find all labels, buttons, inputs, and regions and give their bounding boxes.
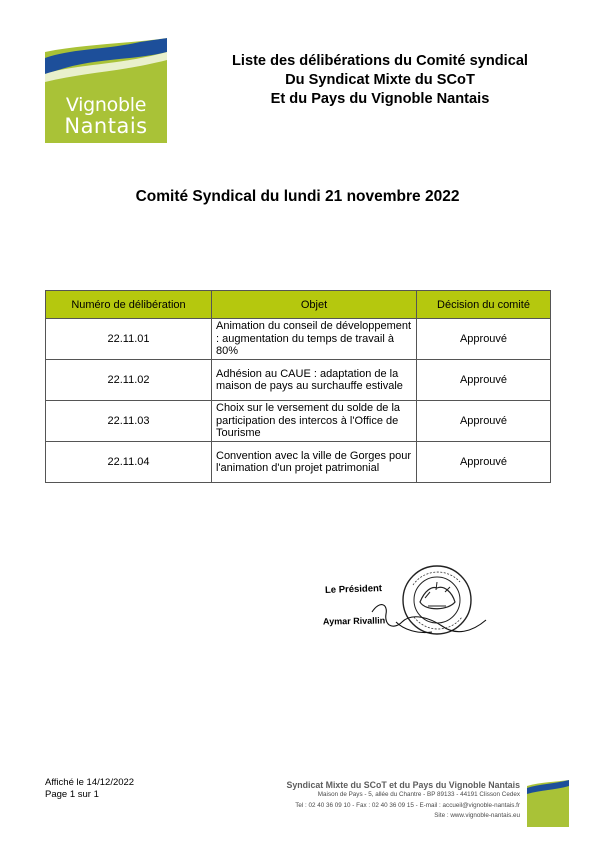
footer-site: Site : www.vignoble-nantais.eu	[434, 812, 520, 819]
signature-name: Aymar Rivallin	[322, 615, 386, 627]
cell-decision: Approuvé	[417, 401, 551, 442]
footer-contact	[250, 780, 520, 822]
footer-logo-icon	[527, 780, 569, 827]
header-line-3: Et du Pays du Vignoble Nantais	[270, 91, 490, 107]
column-header-numero: Numéro de délibération	[46, 291, 212, 319]
logo-text-line2: Nantais	[64, 114, 148, 138]
handwritten-signature	[372, 605, 486, 633]
cell-objet: Animation du conseil de développement : augmentation du temps de travail à 80%	[212, 319, 417, 360]
posting-info	[45, 777, 134, 801]
cell-decision: Approuvé	[417, 360, 551, 401]
cell-numero: 22.11.04	[46, 442, 212, 483]
footer-address: Maison de Pays - 5, allée du Chantre - BP 89133 - 44191 Clisson Cedex	[317, 791, 520, 798]
page-number: Page 1 sur 1	[45, 789, 99, 800]
cell-objet: Adhésion au CAUE : adaptation de la maison de pays au surchauffe estivale	[212, 360, 417, 401]
cell-objet: Convention avec la ville de Gorges pour l'animation d'un projet patrimonial	[212, 442, 417, 483]
column-header-objet: Objet	[212, 291, 417, 319]
cell-objet: Choix sur le versement du solde de la participation des intercos à l'Office de Tourisme	[212, 401, 417, 442]
column-header-decision: Décision du comité	[417, 291, 551, 319]
header-line-2: Du Syndicat Mixte du SCoT	[285, 72, 475, 88]
cell-numero: 22.11.03	[46, 401, 212, 442]
footer-contact-line: Tel : 02 40 36 09 10 - Fax : 02 40 36 09 15 - E-mail : accueil@vignoble-nantais.fr	[295, 801, 520, 809]
cell-numero: 22.11.01	[46, 319, 212, 360]
cell-decision: Approuvé	[417, 319, 551, 360]
signature-title: Le Président	[324, 583, 383, 596]
header-line-1: Liste des délibérations du Comité syndical	[231, 53, 528, 69]
meeting-title: Comité Syndical du lundi 21 novembre 2022	[135, 188, 460, 205]
official-stamp-icon	[403, 566, 471, 634]
footer-org: Syndicat Mixte du SCoT et du Pays du Vignoble Nantais	[286, 780, 520, 790]
cell-decision: Approuvé	[417, 442, 551, 483]
posted-date: Affiché le 14/12/2022	[45, 777, 135, 788]
logo-text-line1: Vignoble	[65, 94, 147, 116]
cell-numero: 22.11.02	[46, 360, 212, 401]
